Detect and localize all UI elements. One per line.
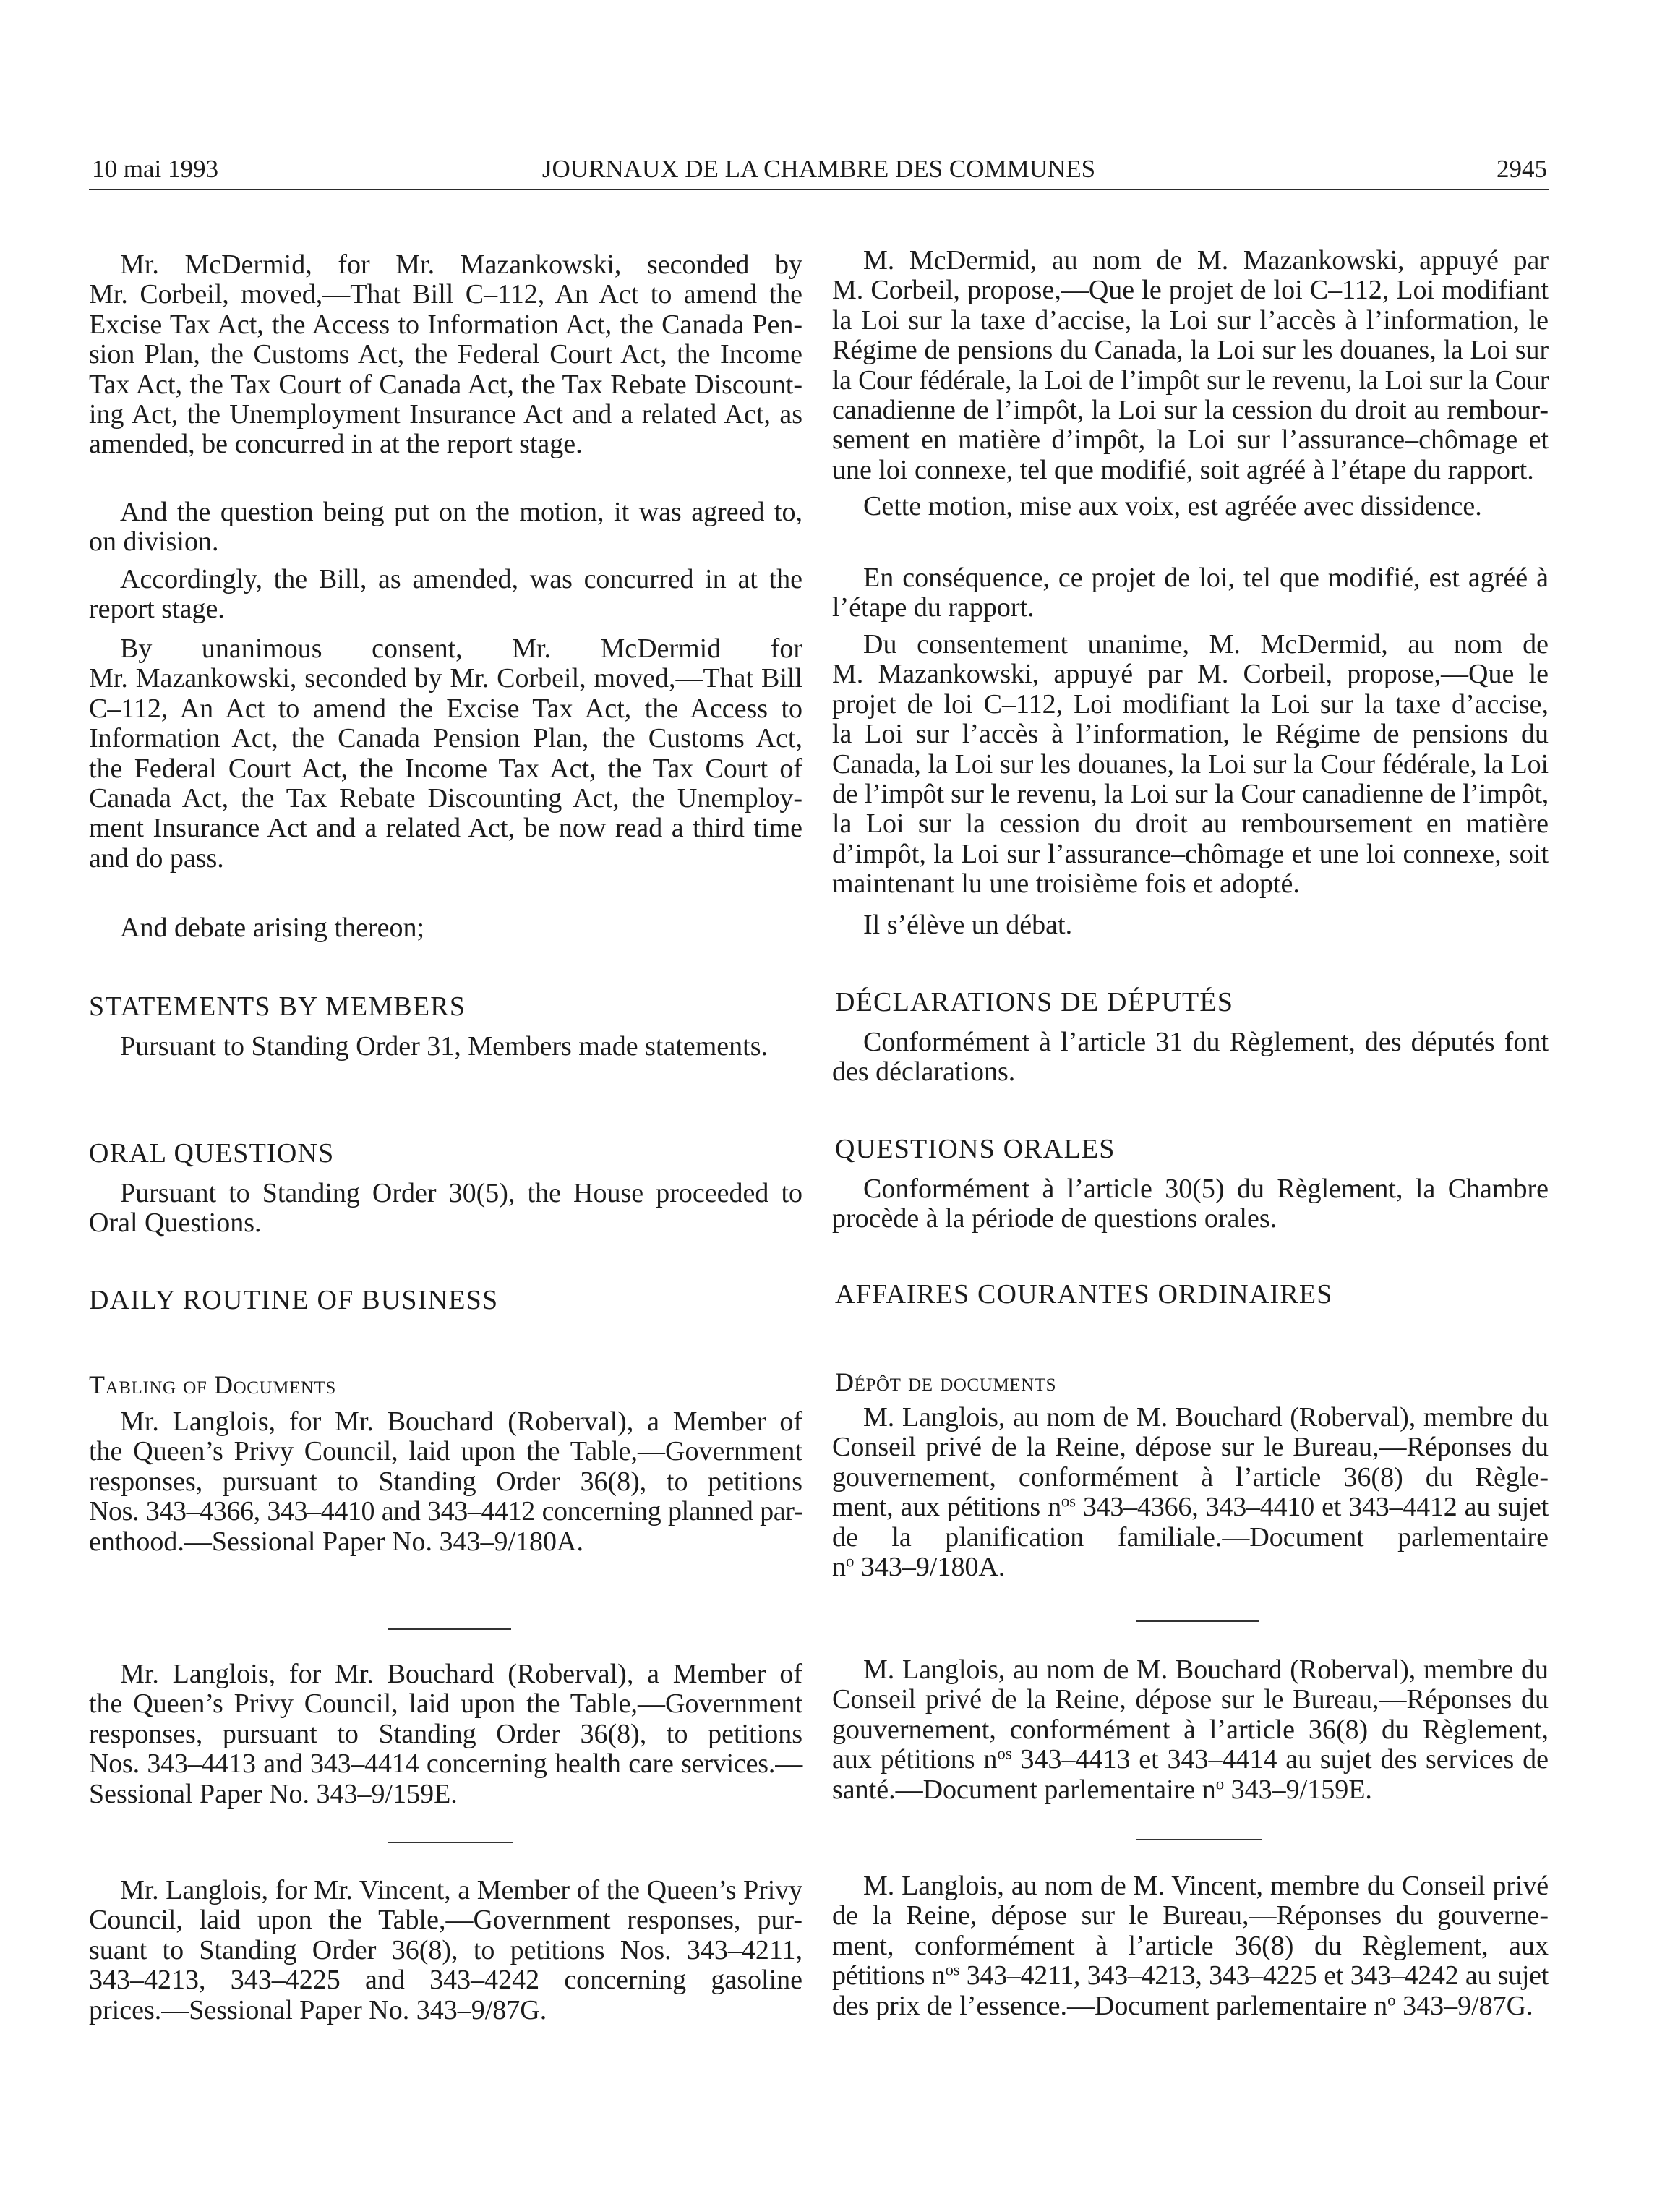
debate-fr [832, 910, 1549, 940]
text-line: Mr. Langlois, for Mr. Vincent, a Member of the Queen’s Privy [120, 1875, 802, 1905]
concurred-en [89, 565, 802, 625]
text-line: M. Langlois, au nom de M. Bouchard (Roberval), membre du [863, 1654, 1549, 1685]
text-line: Mr. McDermid, for Mr. Mazankowski, seconded by [120, 249, 802, 280]
text-line: Conformément à l’article 31 du Règlement, des députés font [863, 1027, 1549, 1057]
tabling-entry-fr-1 [832, 1403, 1549, 1582]
text-line: En conséquence, ce projet de loi, tel que modifié, est agréé à [863, 563, 1549, 593]
text-line: By unanimous consent, Mr. McDermid for [120, 633, 802, 664]
running-header [89, 153, 1549, 185]
text-line: gouvernement, conformément à l’article 36(8) du Règle- [832, 1461, 1549, 1493]
text-line: gouvernement, conformément à l’article 36(8) du Règlement, [832, 1714, 1549, 1745]
text-line: Nos. 343–4413 and 343–4414 concerning health care services.— [89, 1748, 802, 1780]
tabling-entry-en-1 [89, 1407, 802, 1557]
text-line: de l’impôt sur le revenu, la Loi sur la Cour canadienne de l’impôt, [832, 779, 1549, 810]
text-line: suant to Standing Order 36(8), to petitions Nos. 343–4211, [89, 1934, 802, 1965]
header-date: 10 mai 1993 [92, 155, 218, 183]
text-line: la Cour fédérale, la Loi de l’impôt sur le revenu, la Loi sur la Cour [832, 364, 1549, 396]
statements-text-en [89, 1032, 802, 1062]
text-line: ment Insurance Act and a related Act, be now read a third time [89, 813, 802, 844]
text-fragment: pétitions n [832, 1960, 946, 1991]
tabling-entry-fr-2 [832, 1655, 1549, 1805]
section-heading-questions-orales: QUESTIONS ORALES [835, 1134, 1116, 1164]
subheading-depot-documents: Dépôt de documents [835, 1367, 1057, 1396]
text-line: de la planification familiale.—Document parlementaire [832, 1521, 1549, 1553]
text-line: Conseil privé de la Reine, dépose sur le Bureau,—Réponses du [832, 1684, 1549, 1715]
text-line: Oral Questions. [89, 1208, 262, 1239]
superscript: os [945, 1960, 960, 1979]
separator-rule [1136, 1839, 1262, 1840]
text-fragment: 343–4413 et 343–4414 au sujet des services de [1011, 1744, 1549, 1775]
text-line: C–112, An Act to amend the Excise Tax Act, the Access to [89, 693, 802, 724]
text-line [832, 1961, 1549, 1991]
oral-questions-text-fr [832, 1174, 1549, 1234]
text-line: sion Plan, the Customs Act, the Federal Court Act, the Income [89, 339, 802, 370]
superscript: os [997, 1744, 1012, 1763]
text-line: Mr. Corbeil, moved,—That Bill C–112, An Act to amend the [89, 279, 802, 310]
text-line: the Queen’s Privy Council, laid upon the Table,—Government [89, 1688, 802, 1720]
question-put-fr [832, 492, 1549, 521]
separator-rule [388, 1842, 513, 1843]
text-line: Conseil privé de la Reine, dépose sur le Bureau,—Réponses du [832, 1432, 1549, 1463]
text-line: Canada Act, the Tax Rebate Discounting Act, the Unemploy- [89, 783, 802, 814]
separator-rule [388, 1628, 511, 1630]
third-reading-motion-en [89, 634, 802, 874]
text-line: Pursuant to Standing Order 31, Members made statements. [120, 1031, 768, 1062]
text-fragment: santé.—Document parlementaire n [832, 1774, 1216, 1805]
text-line: M. McDermid, au nom de M. Mazankowski, appuyé par [863, 245, 1549, 276]
section-heading-statements: STATEMENTS BY MEMBERS [89, 991, 466, 1022]
tabling-entry-fr-3 [832, 1871, 1549, 2021]
text-line: Information Act, the Canada Pension Plan, the Customs Act, [89, 723, 802, 754]
statements-text-fr [832, 1028, 1549, 1088]
text-fragment: 343–9/180A. [854, 1552, 1006, 1583]
text-line: M. Mazankowski, appuyé par M. Corbeil, propose,—Que le [832, 659, 1549, 690]
motion-report-stage-fr [832, 246, 1549, 485]
text-line: Pursuant to Standing Order 30(5), the House proceeded to [120, 1178, 802, 1208]
debate-en [89, 913, 802, 943]
text-fragment: n [832, 1552, 846, 1583]
text-fragment: 343–9/87G. [1395, 1990, 1533, 2021]
superscript: os [1061, 1492, 1076, 1511]
text-line: Tax Act, the Tax Court of Canada Act, the Tax Rebate Discount- [89, 369, 802, 400]
third-reading-motion-fr [832, 630, 1549, 900]
header-rule [89, 189, 1549, 190]
text-line: Accordingly, the Bill, as amended, was concurred in at the [120, 564, 802, 594]
text-line [832, 1553, 1549, 1582]
concurred-fr [832, 563, 1549, 623]
text-line: ment, conformément à l’article 36(8) du Règlement, aux [832, 1930, 1549, 1961]
text-line: sement en matière d’impôt, la Loi sur l’assurance–chômage et [832, 424, 1549, 456]
text-line [832, 1991, 1549, 2021]
text-line: Du consentement unanime, M. McDermid, au nom de [863, 629, 1549, 659]
text-line: procède à la période de questions orales. [832, 1203, 1277, 1234]
text-line: de la Reine, dépose sur le Bureau,—Réponses du gouverne- [832, 1900, 1549, 1931]
journal-title: JOURNAUX DE LA CHAMBRE DES COMMUNES [541, 155, 1096, 183]
question-put-en [89, 498, 802, 558]
text-line: la Loi sur l’accès à l’information, le Régime de pensions du [832, 719, 1549, 750]
text-line: des déclarations. [832, 1056, 1016, 1088]
separator-rule [1136, 1620, 1259, 1622]
text-line: ing Act, the Unemployment Insurance Act and a related Act, as [89, 399, 802, 430]
text-line: the Queen’s Privy Council, laid upon the Table,—Government [89, 1436, 802, 1467]
text-line: d’impôt, la Loi sur l’assurance–chômage et une loi connexe, soit [832, 838, 1549, 869]
text-line: M. Langlois, au nom de M. Vincent, membre du Conseil privé [863, 1871, 1549, 1901]
text-line: l’étape du rapport. [832, 592, 1035, 623]
text-line: And the question being put on the motion, it was agreed to, [120, 497, 802, 527]
text-line: 343–4213, 343–4225 and 343–4242 concerning gasoline [89, 1965, 802, 1996]
text-line: M. Langlois, au nom de M. Bouchard (Roberval), membre du [863, 1402, 1549, 1432]
text-line: Mr. Langlois, for Mr. Bouchard (Roberval), a Member of [120, 1659, 802, 1689]
text-line: Canada, la Loi sur les douanes, la Loi sur la Cour fédérale, la Loi [832, 748, 1549, 780]
text-line: Council, laid upon the Table,—Government responses, pur- [89, 1905, 802, 1936]
text-line: And debate arising thereon; [120, 913, 425, 943]
superscript: o [846, 1552, 855, 1571]
oral-questions-text-en [89, 1179, 802, 1239]
page-number: 2945 [1497, 155, 1547, 183]
text-line: responses, pursuant to Standing Order 36(8), to petitions [89, 1718, 802, 1749]
section-heading-daily-routine: DAILY ROUTINE OF BUSINESS [89, 1285, 499, 1315]
text-fragment: ment, aux pétitions n [832, 1492, 1061, 1523]
text-fragment: 343–4211, 343–4213, 343–4225 et 343–4242 au sujet [959, 1960, 1549, 1991]
text-line: la Loi sur la taxe d’accise, la Loi sur l’accès à l’information, le [832, 304, 1549, 336]
text-line: Excise Tax Act, the Access to Information Act, the Canada Pen- [89, 309, 802, 340]
text-line: canadienne de l’impôt, la Loi sur la cession du droit au rembour- [832, 395, 1549, 426]
text-fragment: des prix de l’essence.—Document parlementaire n [832, 1990, 1388, 2021]
text-line: Sessional Paper No. 343–9/159E. [89, 1778, 458, 1809]
text-line: prices.—Sessional Paper No. 343–9/87G. [89, 1994, 547, 2025]
motion-report-stage-en [89, 250, 802, 460]
text-fragment: aux pétitions n [832, 1744, 998, 1775]
text-line: enthood.—Sessional Paper No. 343–9/180A. [89, 1526, 583, 1557]
text-line: Régime de pensions du Canada, la Loi sur les douanes, la Loi sur [832, 335, 1549, 366]
text-fragment: 343–4366, 343–4410 et 343–4412 au sujet [1075, 1492, 1549, 1523]
text-line [832, 1775, 1549, 1805]
tabling-entry-en-2 [89, 1660, 802, 1809]
text-line: maintenant lu une troisième fois et adopté. [832, 868, 1300, 900]
text-line: the Federal Court Act, the Income Tax Act, the Tax Court of [89, 753, 802, 784]
text-line: amended, be concurred in at the report stage. [89, 429, 583, 460]
text-line: la Loi sur la cession du droit au remboursement en matière [832, 808, 1549, 840]
section-heading-declarations: DÉCLARATIONS DE DÉPUTÉS [835, 987, 1234, 1017]
text-line: projet de loi C–112, Loi modifiant la Loi sur la taxe d’accise, [832, 688, 1549, 719]
text-line: responses, pursuant to Standing Order 36(8), to petitions [89, 1466, 802, 1497]
text-line: Nos. 343–4366, 343–4410 and 343–4412 concerning planned par- [89, 1496, 802, 1527]
superscript: o [1215, 1775, 1225, 1793]
text-line: Conformément à l’article 30(5) du Règlement, la Chambre [863, 1174, 1549, 1204]
text-fragment: 343–9/159E. [1224, 1774, 1372, 1805]
section-heading-affaires-courantes: AFFAIRES COURANTES ORDINAIRES [835, 1279, 1333, 1310]
text-line: on division. [89, 526, 219, 558]
section-heading-oral-questions: ORAL QUESTIONS [89, 1138, 335, 1169]
text-line: and do pass. [89, 842, 224, 874]
text-line: une loi connexe, tel que modifié, soit agréé à l’étape du rapport. [832, 454, 1534, 485]
text-line: Cette motion, mise aux voix, est agréée avec dissidence. [863, 491, 1482, 521]
text-line: Mr. Mazankowski, seconded by Mr. Corbeil, moved,—That Bill [89, 663, 802, 694]
text-line: M. Corbeil, propose,—Que le projet de loi C–112, Loi modifiant [832, 275, 1549, 306]
text-line: report stage. [89, 594, 225, 625]
text-line: Mr. Langlois, for Mr. Bouchard (Roberval), a Member of [120, 1406, 802, 1437]
text-line: Il s’élève un débat. [863, 910, 1073, 940]
tabling-entry-en-3 [89, 1876, 802, 2025]
text-line [832, 1493, 1549, 1522]
text-line [832, 1745, 1549, 1775]
superscript: o [1387, 1991, 1396, 2010]
subheading-tabling-documents: Tabling of Documents [89, 1370, 336, 1399]
